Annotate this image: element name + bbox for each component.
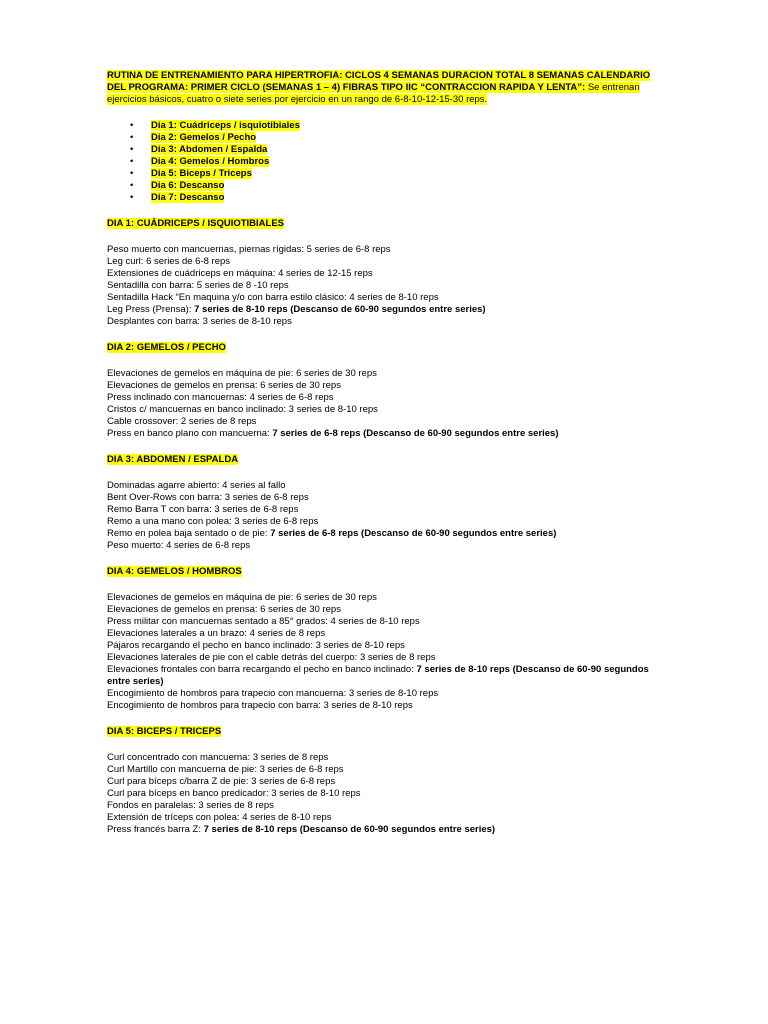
list-item (107, 824, 655, 836)
exercise-text: Sentadilla Hack “En maquina y/o con barra estilo clásico: 4 series de 8-10 reps (107, 292, 439, 303)
exercise-text: Elevaciones de gemelos en máquina de pie: 6 series de 30 reps (107, 368, 377, 379)
exercise-bold-text: 7 series de 8-10 reps (Descanso de 60-90 segundos entre series) (203, 824, 496, 835)
exercise-text: Press en banco plano con mancuerna: (107, 428, 273, 439)
document-page (107, 70, 655, 836)
bullet-icon: • (130, 192, 134, 203)
list-item (107, 180, 655, 192)
exercise-text: Elevaciones frontales con barra recargando el pecho en banco inclinado: (107, 664, 417, 675)
exercise-text: Curl Martillo con mancuerna de pie: 3 series de 6-8 reps (107, 764, 344, 775)
list-item (107, 664, 655, 688)
exercise-bold-text: 7 series de 6-8 reps (Descanso de 60-90 segundos entre series) (270, 528, 557, 539)
list-item (107, 304, 655, 316)
list-item (107, 776, 655, 788)
list-item (107, 132, 655, 144)
exercise-list (107, 244, 655, 328)
exercise-text: Press francés barra Z: (107, 824, 204, 835)
section-title-text: DIA 5: BICEPS / TRICEPS (107, 726, 222, 737)
exercise-text: Elevaciones laterales a un brazo: 4 series de 8 reps (107, 628, 326, 639)
bullet-icon: • (130, 144, 134, 155)
exercise-list (107, 752, 655, 836)
exercise-text: Elevaciones de gemelos en prensa: 6 series de 30 reps (107, 380, 341, 391)
list-item (107, 368, 655, 380)
section-day-4 (107, 566, 655, 712)
exercise-text: Press militar con mancuernas sentado a 85° grados: 4 series de 8-10 reps (107, 616, 420, 627)
header-bold-text: RUTINA DE ENTRENAMIENTO PARA HIPERTROFIA: CICLOS 4 SEMANAS DURACION TOTAL 8 SEMANAS CALENDARIO DEL PROGRAMA: PRIMER CICLO (SEMANAS 1 – 4) FIBRAS TIPO IIC “CONTRACCION RAPIDA Y LENTA”: (107, 70, 651, 93)
list-item (107, 764, 655, 776)
list-item (107, 528, 655, 540)
day-label: Dia 6: Descanso (151, 180, 225, 191)
section-day-1 (107, 218, 655, 328)
exercise-text: Encogimiento de hombros para trapecio con mancuerna: 3 series de 8-10 reps (107, 688, 439, 699)
list-item (107, 592, 655, 604)
day-label: Dia 4: Gemelos / Hombros (151, 156, 270, 167)
exercise-text: Leg Press (Prensa): (107, 304, 195, 315)
header-normal-text: Se entrenan ejercicios básicos, cuatro o siete series por ejercicio en un rango de 6-8-10-12-15-30 reps. (107, 82, 640, 105)
section-day-2 (107, 342, 655, 440)
exercise-bold-text: 7 series de 6-8 reps (Descanso de 60-90 segundos entre series) (272, 428, 559, 439)
list-item (107, 292, 655, 304)
list-item (107, 812, 655, 824)
list-item (107, 380, 655, 392)
list-item (107, 392, 655, 404)
list-item (107, 640, 655, 652)
list-item (107, 700, 655, 712)
bullet-icon: • (130, 180, 134, 191)
exercise-text: Extensión de tríceps con polea: 4 series de 8-10 reps (107, 812, 332, 823)
exercise-text: Cable crossover: 2 series de 8 reps (107, 416, 257, 427)
list-item (107, 504, 655, 516)
list-item (107, 788, 655, 800)
list-item (107, 616, 655, 628)
exercise-text: Cristos c/ mancuernas en banco inclinado: 3 series de 8-10 reps (107, 404, 378, 415)
section-title (107, 726, 655, 738)
list-item (107, 800, 655, 812)
bullet-icon: • (130, 168, 134, 179)
section-title-text: DIA 1: CUÁDRICEPS / ISQUIOTIBIALES (107, 218, 284, 229)
list-item (107, 244, 655, 256)
list-item (107, 144, 655, 156)
section-title (107, 342, 655, 354)
list-item (107, 404, 655, 416)
list-item (107, 540, 655, 552)
day-label: Dia 7: Descanso (151, 192, 225, 203)
exercise-text: Encogimiento de hombros para trapecio con barra: 3 series de 8-10 reps (107, 700, 413, 711)
exercise-text: Remo en polea baja sentado o de pie: (107, 528, 271, 539)
section-title (107, 566, 655, 578)
document-header (107, 70, 655, 106)
exercise-text: Extensiones de cuádriceps en máquina: 4 series de 12-15 reps (107, 268, 373, 279)
exercise-text: Peso muerto: 4 series de 6-8 reps (107, 540, 251, 551)
section-day-3 (107, 454, 655, 552)
exercise-text: Pájaros recargando el pecho en banco inclinado: 3 series de 8-10 reps (107, 640, 405, 651)
section-title (107, 218, 655, 230)
list-item (107, 604, 655, 616)
bullet-icon: • (130, 132, 134, 143)
exercise-text: Elevaciones laterales de pie con el cable detrás del cuerpo: 3 series de 8 reps (107, 652, 436, 663)
exercise-text: Elevaciones de gemelos en prensa: 6 series de 30 reps (107, 604, 341, 615)
list-item (107, 192, 655, 204)
exercise-list (107, 592, 655, 712)
exercise-text: Curl para bíceps c/barra Z de pie: 3 series de 6-8 reps (107, 776, 336, 787)
exercise-text: Fondos en paralelas: 3 series de 8 reps (107, 800, 274, 811)
exercise-text: Curl concentrado con mancuerna: 3 series de 8 reps (107, 752, 329, 763)
list-item (107, 268, 655, 280)
list-item (107, 256, 655, 268)
list-item (107, 428, 655, 440)
list-item (107, 316, 655, 328)
exercise-text: Desplantes con barra: 3 series de 8-10 reps (107, 316, 292, 327)
list-item (107, 120, 655, 132)
days-list (107, 120, 655, 204)
day-label: Dia 5: Biceps / Triceps (151, 168, 252, 179)
exercise-text: Curl para bíceps en banco predicador: 3 series de 8-10 reps (107, 788, 361, 799)
section-title-text: DIA 3: ABDOMEN / ESPALDA (107, 454, 239, 465)
exercise-list (107, 480, 655, 552)
exercise-text: Dominadas agarre abierto: 4 series al fallo (107, 480, 286, 491)
list-item (107, 516, 655, 528)
section-day-5 (107, 726, 655, 836)
list-item (107, 652, 655, 664)
list-item (107, 416, 655, 428)
section-title-text: DIA 2: GEMELOS / PECHO (107, 342, 226, 353)
section-title-text: DIA 4: GEMELOS / HOMBROS (107, 566, 242, 577)
bullet-icon: • (130, 156, 134, 167)
section-title (107, 454, 655, 466)
day-label: Dia 1: Cuádriceps / isquiotibiales (151, 120, 300, 131)
exercise-text: Elevaciones de gemelos en máquina de pie: 6 series de 30 reps (107, 592, 377, 603)
list-item (107, 480, 655, 492)
list-item (107, 628, 655, 640)
day-label: Dia 2: Gemelos / Pecho (151, 132, 257, 143)
list-item (107, 492, 655, 504)
exercise-text: Press inclinado con mancuernas: 4 series de 6-8 reps (107, 392, 334, 403)
day-label: Dia 3: Abdomen / Espalda (151, 144, 268, 155)
exercise-text: Remo Barra T con barra: 3 series de 6-8 reps (107, 504, 299, 515)
list-item (107, 688, 655, 700)
list-item (107, 280, 655, 292)
bullet-icon: • (130, 120, 134, 131)
list-item (107, 168, 655, 180)
list-item (107, 752, 655, 764)
exercise-bold-text: 7 series de 8-10 reps (Descanso de 60-90 segundos entre series) (107, 664, 649, 687)
exercise-bold-text: 7 series de 8-10 reps (Descanso de 60-90 segundos entre series) (194, 304, 486, 315)
list-item (107, 156, 655, 168)
exercise-list (107, 368, 655, 440)
exercise-text: Peso muerto con mancuernas, piernas rígidas: 5 series de 6-8 reps (107, 244, 391, 255)
exercise-text: Remo a una mano con polea: 3 series de 6-8 reps (107, 516, 319, 527)
exercise-text: Leg curl: 6 series de 6-8 reps (107, 256, 231, 267)
exercise-text: Bent Over-Rows con barra: 3 series de 6-8 reps (107, 492, 309, 503)
exercise-text: Sentadilla con barra: 5 series de 8 -10 reps (107, 280, 289, 291)
